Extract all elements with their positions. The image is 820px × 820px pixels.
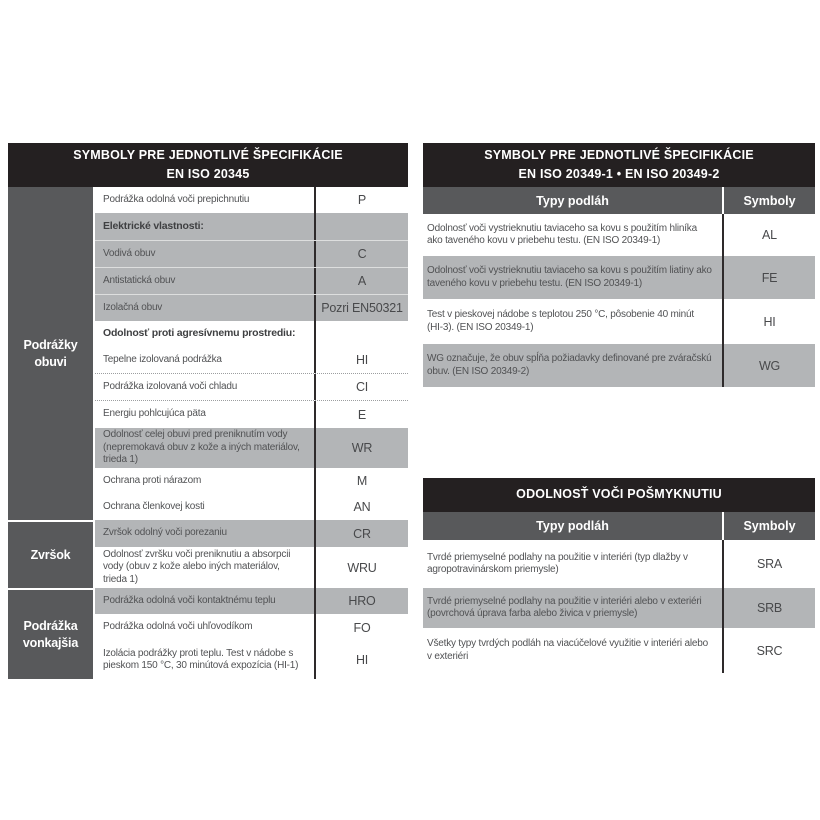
- table-title-line1: ODOLNOSŤ VOČI POŠMYKNUTIU: [516, 487, 722, 502]
- row-description: Všetky typy tvrdých podláh na viacúčelové využitie v interiéri alebo v exteriéri: [427, 638, 708, 662]
- table-title-line2: EN ISO 20345: [166, 167, 250, 181]
- row-description: Antistatická obuv: [103, 274, 176, 286]
- row-description: Odolnosť celej obuvi pred preniknutím vody (nepremokavá obuv z kože a iných materiálov, trieda 1): [103, 429, 300, 466]
- spec-row: [95, 267, 408, 294]
- row-symbol: SRB: [722, 588, 815, 628]
- spec-row: [423, 588, 815, 628]
- row-description: Izolačná obuv: [103, 301, 163, 313]
- row-symbol: SRC: [722, 628, 815, 673]
- spec-row: [423, 628, 815, 673]
- spec-row: [95, 641, 408, 679]
- spec-row: [95, 347, 408, 374]
- spec-row: [95, 520, 408, 547]
- category-soles: Podrážky obuvi: [8, 187, 95, 520]
- row-symbol: C: [314, 241, 408, 267]
- row-symbol: M: [314, 468, 408, 494]
- spec-row: [423, 256, 815, 299]
- row-symbol: [314, 321, 408, 347]
- spec-row: [95, 187, 408, 213]
- spec-row: [95, 614, 408, 641]
- column-header-symbols: Symboly: [743, 519, 796, 533]
- table-slip-resistance: [423, 478, 815, 673]
- column-header-row: [423, 512, 815, 540]
- row-description: Odolnosť proti agresívnemu prostrediu:: [103, 327, 296, 340]
- row-description: Odolnosť voči vystrieknutiu taviaceho sa kovu s použitím liatiny ako taveného kovu v priebehu testu. (EN ISO 20349-1): [427, 265, 712, 289]
- row-description: Podrážka izolovaná voči chladu: [103, 380, 238, 392]
- table-body: [8, 187, 408, 679]
- spec-row: [423, 214, 815, 256]
- table-title: [423, 143, 815, 187]
- column-header-floor-types: Typy podláh: [423, 512, 724, 540]
- row-description: Vodivá obuv: [103, 247, 156, 259]
- row-symbol: WG: [722, 344, 815, 387]
- row-description: Odolnosť zvršku voči preniknutiu a absorpcii vody (obuv z kože alebo iných materiálov, trieda 1): [103, 548, 291, 585]
- table-title: [8, 143, 408, 187]
- row-description: Odolnosť voči vystrieknutiu taviaceho sa kovu s použitím hliníka ako taveného kovu v priebehu testu. (EN ISO 20349-1): [427, 222, 697, 246]
- row-description: WG označuje, že obuv spĺňa požiadavky definované pre zváračskú obuv. (EN ISO 20349-2): [427, 353, 712, 377]
- spec-row: [95, 213, 408, 240]
- row-description: Ochrana členkovej kosti: [103, 500, 205, 512]
- row-symbol: HI: [722, 299, 815, 344]
- spec-row: [95, 374, 408, 401]
- row-description: Tepelne izolovaná podrážka: [103, 353, 222, 365]
- row-symbol: A: [314, 268, 408, 294]
- spec-row: [95, 401, 408, 428]
- row-description: Ochrana proti nárazom: [103, 474, 202, 486]
- spec-row: [95, 468, 408, 494]
- row-symbol: WRU: [314, 547, 408, 588]
- spec-rows: [95, 187, 408, 679]
- row-symbol: FO: [314, 614, 408, 641]
- spec-row: [423, 540, 815, 588]
- row-description: Elektrické vlastnosti:: [103, 219, 204, 232]
- spec-row: [423, 299, 815, 344]
- table-en-iso-20345: [8, 143, 408, 679]
- row-symbol: AN: [314, 494, 408, 520]
- row-symbol: HRO: [314, 588, 408, 614]
- row-symbol: WR: [314, 428, 408, 468]
- spec-row: [95, 294, 408, 321]
- table-title-line1: SYMBOLY PRE JEDNOTLIVÉ ŠPECIFIKÁCIE: [484, 147, 754, 162]
- row-symbol: AL: [722, 214, 815, 256]
- row-description: Podrážka odolná voči prepichnutiu: [103, 193, 250, 205]
- category-outsole: Podrážka vonkajšia: [8, 588, 95, 679]
- spec-row: [95, 240, 408, 267]
- table-title: [423, 478, 815, 512]
- row-symbol: SRA: [722, 540, 815, 588]
- row-description: Izolácia podrážky proti teplu. Test v nádobe s pieskom 150 °C, 30 minútová expozícia (HI-1): [103, 647, 299, 671]
- row-symbol: HI: [314, 347, 408, 373]
- row-description: Energiu pohlcujúca päta: [103, 408, 206, 420]
- row-symbol: E: [314, 401, 408, 428]
- table-title-line2: EN ISO 20349-1 • EN ISO 20349-2: [518, 167, 720, 181]
- row-description: Zvršok odolný voči porezaniu: [103, 527, 227, 539]
- spec-row: [95, 547, 408, 588]
- spec-row: [95, 494, 408, 520]
- row-description: Tvrdé priemyselné podlahy na použitie v interiéri alebo v exteriéri (povrchová úprava farba alebo živica v priemysle): [427, 595, 702, 619]
- table-en-iso-20349: [423, 143, 815, 387]
- row-description: Test v pieskovej nádobe s teplotou 250 °C, pôsobenie 40 minút (HI-3). (EN ISO 20349-1): [427, 309, 694, 333]
- row-symbol: Pozri EN50321: [314, 295, 408, 321]
- row-symbol: FE: [722, 256, 815, 299]
- column-header-row: [423, 187, 815, 214]
- category-upper: Zvršok: [8, 520, 95, 588]
- row-symbol: CR: [314, 520, 408, 547]
- spec-row: [95, 428, 408, 468]
- row-symbol: [314, 213, 408, 240]
- table-title-line1: SYMBOLY PRE JEDNOTLIVÉ ŠPECIFIKÁCIE: [73, 147, 343, 162]
- spec-row: [423, 344, 815, 387]
- category-sidebar: [8, 187, 95, 679]
- row-description: Podrážka odolná voči kontaktnému teplu: [103, 594, 276, 606]
- row-symbol: HI: [314, 641, 408, 679]
- row-description: Tvrdé priemyselné podlahy na použitie v interiéri (typ dlažby v agropotravinárskom priemysle): [427, 551, 688, 575]
- row-symbol: CI: [314, 374, 408, 400]
- column-header-symbols: Symboly: [743, 193, 796, 208]
- spec-row: [95, 321, 408, 347]
- row-symbol: P: [314, 187, 408, 213]
- spec-row: [95, 588, 408, 614]
- row-description: Podrážka odolná voči uhľovodíkom: [103, 621, 253, 633]
- column-header-floor-types: Typy podláh: [423, 187, 724, 214]
